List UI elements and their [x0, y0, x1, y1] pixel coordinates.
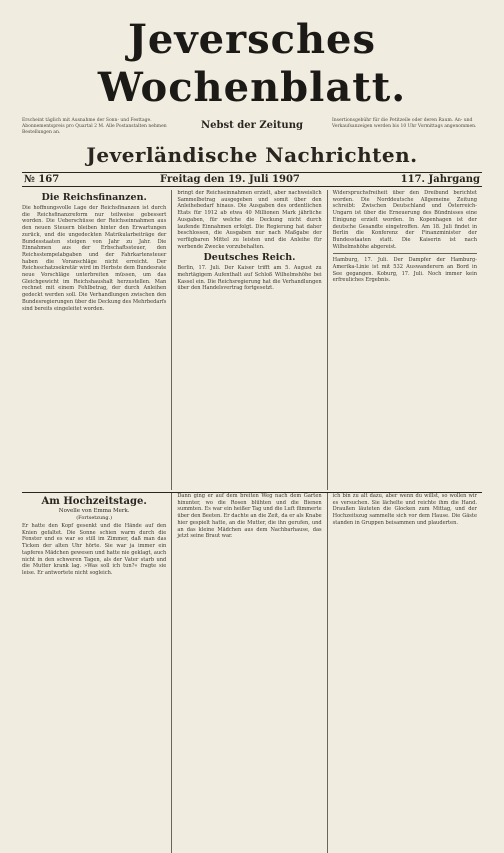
- section-heading: Deutsches Reich.: [203, 252, 296, 264]
- story-text: Er hatte den Kopf gesenkt und die Hände auf den Knien gefaltet. Die Sonne schien warm durch die Fenster und es war so still im Zimmer, daß man das Ticken der alten Uhr hörte. Sie war ja immer ein tapferes Mädchen gewesen und hatte nie geklagt, auch nicht in den schweren Tagen, als der Vater starb und die Mutter krank lag. »Was soll ich tun?« fragte sie leise. Er antwortete nicht sogleich.: [22, 523, 167, 576]
- column-1: [22, 493, 172, 853]
- masthead-subtitle: Jeverländische Nachrichten.: [86, 143, 418, 167]
- column-3: [328, 190, 482, 490]
- story-title: Am Hochzeitstage.: [41, 496, 147, 507]
- masthead-subrow: [22, 118, 482, 152]
- story-byline: Novelle von Emma Merk.: [58, 508, 130, 514]
- advertising-note: Insertionsgebühr für die Petitzeile oder deren Raum. An- und Verkaufsanzeigen werden bis 10 Uhr Vormittags angenommen.: [332, 118, 477, 129]
- article-text: Berlin, 17. Juli. Der Kaiser trifft am 5. August zu mehrtägigem Aufenthalt auf Schloß Wilhelmshöhe bei Kassel ein. Die Reichsregierung hat die Verhandlungen über den Handelsvertrag fortgesetzt.: [177, 265, 322, 292]
- issue-number: № 167: [24, 174, 60, 185]
- article-text: Die hoffnungsvolle Lage der Reichsfinanzen ist durch die Reichsfinanzreform nur teilweise gebessert worden. Die Ueberschüsse der Reichseinnahmen aus den neuen Steuern bleiben hinter den Erwartungen zurück, und die ungedeckten Matrikularbeiträge der Bundesstaaten steigen von Jahr zu Jahr. Die Einnahmen aus der Erbschaftssteuer, den Reichsstempelabgaben und der Fahrkartensteuer haben die Voranschläge nicht erreicht. Der Reichsschatzsekretär wird im Herbste dem Bundesrate neue Vorschläge unterbreiten müssen, um das Gleichgewicht im Reichshaushalt herzustellen. Man rechnet mit einem Fehlbetrag, der durch Anleihen gedeckt werden soll. Die Verhandlungen zwischen den Bundesregierungen über die Deckung des Mehrbedarfs sind bereits eingeleitet worden.: [22, 205, 167, 312]
- column-1: [22, 190, 172, 490]
- dateline: [22, 172, 482, 187]
- column-2: [172, 190, 327, 490]
- issue-date: Freitag den 19. Juli 1907: [160, 174, 300, 185]
- masthead-title: Jeversches Wochenblatt.: [97, 16, 407, 111]
- article-text: bringt der Reichseinnahmen erzielt, aber nachweislich Sammelbetrag ausgegeben und somit über den Anleihebedarf hinaus. Die Ausgaben des ordentlichen Etats für 1912 ab etwa 40 Millionen Mark jährliche Ausgaben, für welche die Deckung nicht durch laufende Einnahmen erfolgt. Die Regierung hat daher beschlossen, die Ausgaben nur nach Maßgabe der verfügbaren Mittel zu leisten und die Anleihe für werbende Zwecke vorzubehalten.: [177, 190, 322, 250]
- story-text: Dann ging er auf dem breiten Weg nach dem Garten hinunter, wo die Rosen blühten und die Bienen summten. Es war ein heißer Tag und die Luft flimmerte über den Beeten. Er dachte an die Zeit, da er als Knabe hier gespielt hatte, an die Mutter, die ihn gerufen, und an das kleine Mädchen aus dem Nachbarhause, das jetzt seine Braut war.: [177, 493, 322, 540]
- article-heading: Die Reichsfinanzen.: [41, 192, 147, 203]
- article-text: Hamburg, 17. Juli. Der Dampfer der Hamburg-Amerika-Linie ist mit 532 Auswanderern an Bord in See gegangen. Koburg, 17. Juli. Noch immer kein erfreuliches Ergebnis.: [332, 257, 477, 284]
- divider: [333, 253, 477, 254]
- story-continuation: (Fortsetzung.): [76, 515, 113, 521]
- story-text: ich bin zu alt dazu, aber wenn du willst, so wollen wir es versuchen. Sie lächelte und reichte ihm die Hand. Draußen läuteten die Glocken zum Mittag, und der Hochzeitszug sammelte sich vor dem Hause. Die Gäste standen in Gruppen beisammen und plauderten.: [332, 493, 477, 526]
- article-text: Widerspruchsfreiheit über den Dreibund berichtet worden. Die Norddeutsche Allgemeine Zeitung schreibt: Zwischen Deutschland und Österreich-Ungarn ist über die Erneuerung des Bündnisses eine Einigung erzielt worden. In Kopenhagen ist der deutsche Gesandte eingetroffen. Am 18. Juli findet in Berlin die Konferenz der Finanzminister der Bundesstaaten statt. Die Kaiserin ist nach Wilhelmshöhe abgereist.: [332, 190, 477, 250]
- column-3: [328, 493, 482, 853]
- subscription-note: Erscheint täglich mit Ausnahme der Sonn- und Festtage. Abonnementspreis pro Quartal 2 M. Alle Postanstalten nehmen Bestellungen an.: [22, 118, 167, 135]
- upper-columns: [22, 190, 482, 490]
- newspaper-page: [22, 6, 482, 722]
- feuilleton-columns: [22, 492, 482, 853]
- nebst-label: Nebst der Zeitung: [201, 120, 303, 131]
- volume-year: 117. Jahrgang: [400, 174, 480, 185]
- column-2: [172, 493, 327, 853]
